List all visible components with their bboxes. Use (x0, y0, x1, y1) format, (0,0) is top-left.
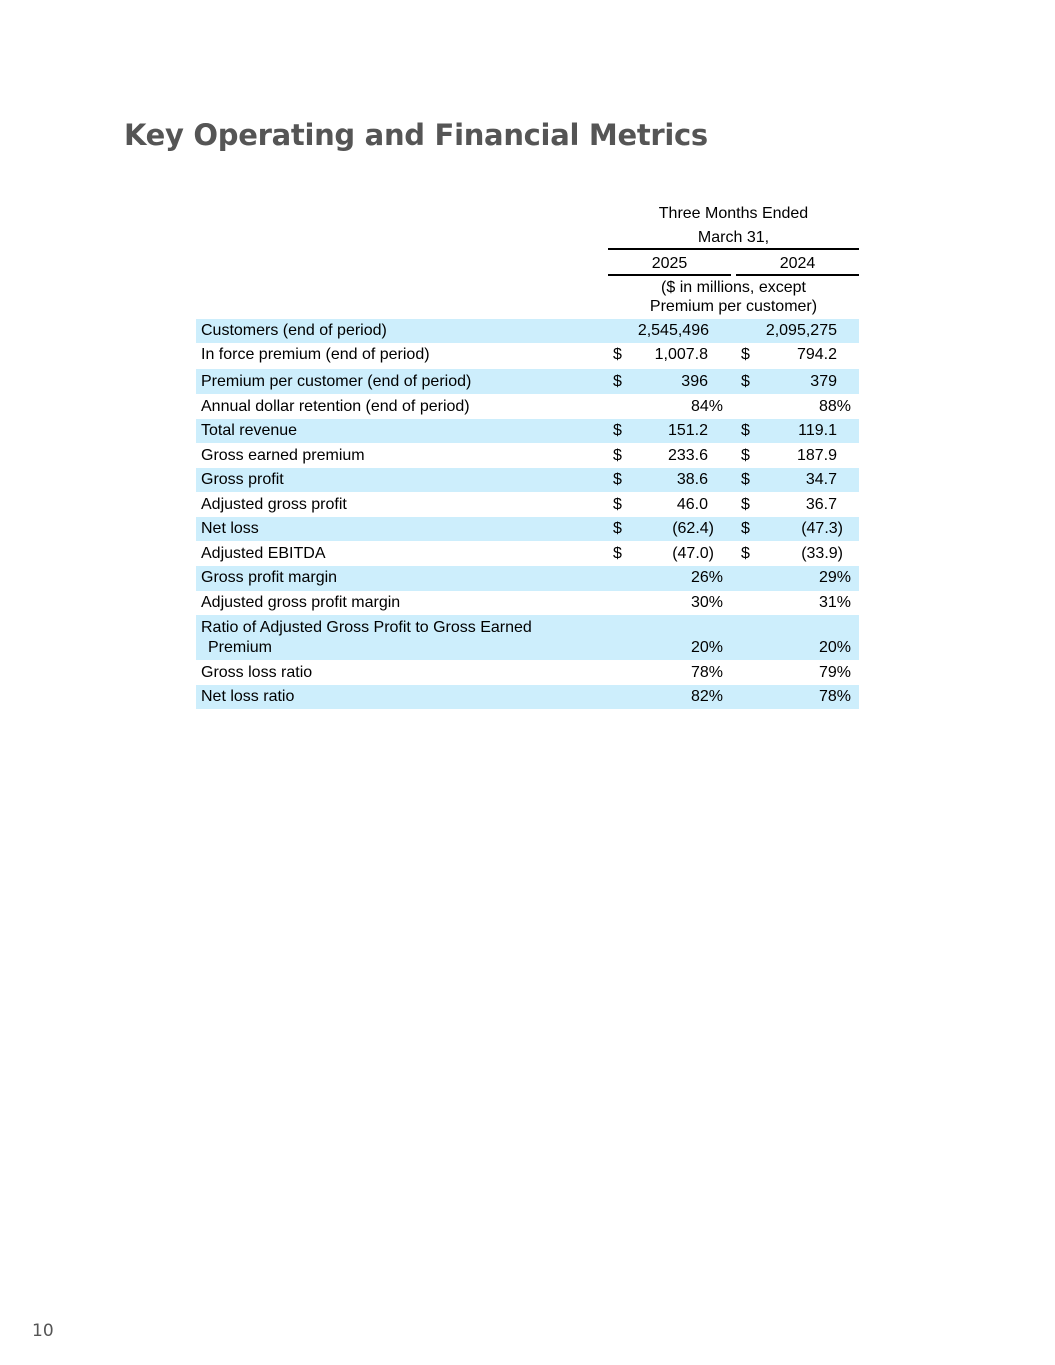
value-2025: 82% (690, 688, 723, 705)
row-label: Gross profit (201, 471, 284, 488)
table-row (196, 319, 859, 343)
value-2024: 29% (818, 569, 851, 586)
value-2024: 78% (818, 688, 851, 705)
table-row (196, 343, 859, 368)
value-2025: 46.0 (676, 496, 708, 513)
dollar-sign-2025: $ (613, 447, 622, 464)
value-2025: 2,545,496 (637, 322, 709, 339)
page-title: Key Operating and Financial Metrics (124, 118, 708, 152)
table-row (196, 685, 859, 709)
dollar-sign-2024: $ (741, 545, 750, 562)
dollar-sign-2025: $ (613, 373, 622, 390)
year-2024-header: 2024 (779, 255, 816, 272)
value-2025: 78% (690, 664, 723, 681)
year-2024-rule (736, 274, 859, 276)
row-label: Adjusted EBITDA (201, 545, 326, 562)
units-note-line2: Premium per customer) (649, 298, 818, 315)
dollar-sign-2024: $ (741, 422, 750, 439)
value-2024: 34.7 (805, 471, 837, 488)
dollar-sign-2025: $ (613, 346, 622, 363)
value-2024: 119.1 (798, 422, 837, 439)
value-2024: 187.9 (796, 447, 837, 464)
value-2024: 794.2 (796, 346, 837, 363)
row-label: Ratio of Adjusted Gross Profit to Gross Earned (201, 619, 532, 636)
row-label: Customers (end of period) (201, 322, 387, 339)
year-2025-rule (608, 274, 731, 276)
value-2025: 20% (690, 639, 723, 656)
value-2024: 88% (818, 398, 851, 415)
row-label: Gross loss ratio (201, 664, 313, 681)
table-row (196, 660, 859, 685)
value-2025: 30% (690, 594, 723, 611)
units-note-line1: ($ in millions, except (661, 279, 806, 296)
period-header-line2: March 31, (697, 229, 770, 246)
dollar-sign-2025: $ (613, 422, 622, 439)
table-row (196, 517, 859, 541)
row-label: Net loss ratio (201, 688, 295, 705)
value-2025: (62.4) (672, 520, 714, 537)
period-header-rule (608, 248, 859, 250)
value-2025: 1,007.8 (654, 346, 708, 363)
row-label: Gross profit margin (201, 569, 338, 586)
dollar-sign-2024: $ (741, 520, 750, 537)
dollar-sign-2024: $ (741, 373, 750, 390)
value-2025: 233.6 (667, 447, 708, 464)
row-label: Adjusted gross profit (201, 496, 347, 513)
value-2024: 36.7 (805, 496, 837, 513)
value-2024: 31% (818, 594, 851, 611)
dollar-sign-2024: $ (741, 346, 750, 363)
dollar-sign-2025: $ (613, 520, 622, 537)
value-2025: 396 (681, 373, 708, 390)
table-row (196, 443, 859, 468)
dollar-sign-2024: $ (741, 447, 750, 464)
table-row (196, 566, 859, 591)
value-2025: 26% (690, 569, 723, 586)
row-label: Premium per customer (end of period) (201, 373, 472, 390)
dollar-sign-2025: $ (613, 545, 622, 562)
table-row (196, 541, 859, 566)
value-2025: 151.2 (667, 422, 708, 439)
row-label: In force premium (end of period) (201, 346, 430, 363)
value-2025: 84% (690, 398, 723, 415)
value-2025: 38.6 (676, 471, 708, 488)
row-label: Total revenue (201, 422, 298, 439)
value-2025: (47.0) (672, 545, 714, 562)
row-label: Adjusted gross profit margin (201, 594, 401, 611)
table-row (196, 591, 859, 615)
value-2024: 79% (818, 664, 851, 681)
value-2024: (47.3) (801, 520, 843, 537)
dollar-sign-2024: $ (741, 471, 750, 488)
table-row (196, 492, 859, 517)
table-row (196, 369, 859, 394)
dollar-sign-2025: $ (613, 496, 622, 513)
dollar-sign-2024: $ (741, 496, 750, 513)
row-label: Net loss (201, 520, 259, 537)
value-2024: (33.9) (801, 545, 843, 562)
dollar-sign-2025: $ (613, 471, 622, 488)
table-row (196, 615, 859, 660)
year-2025-header: 2025 (651, 255, 688, 272)
table-row (196, 394, 859, 419)
period-header-line1: Three Months Ended (658, 205, 809, 222)
table-row (196, 468, 859, 492)
value-2024: 20% (818, 639, 851, 656)
row-label: Gross earned premium (201, 447, 365, 464)
table-row (196, 419, 859, 443)
row-label: Annual dollar retention (end of period) (201, 398, 470, 415)
value-2024: 379 (810, 373, 837, 390)
value-2024: 2,095,275 (765, 322, 837, 339)
row-label-continuation: Premium (208, 639, 273, 656)
page-number: 10 (32, 1321, 54, 1341)
